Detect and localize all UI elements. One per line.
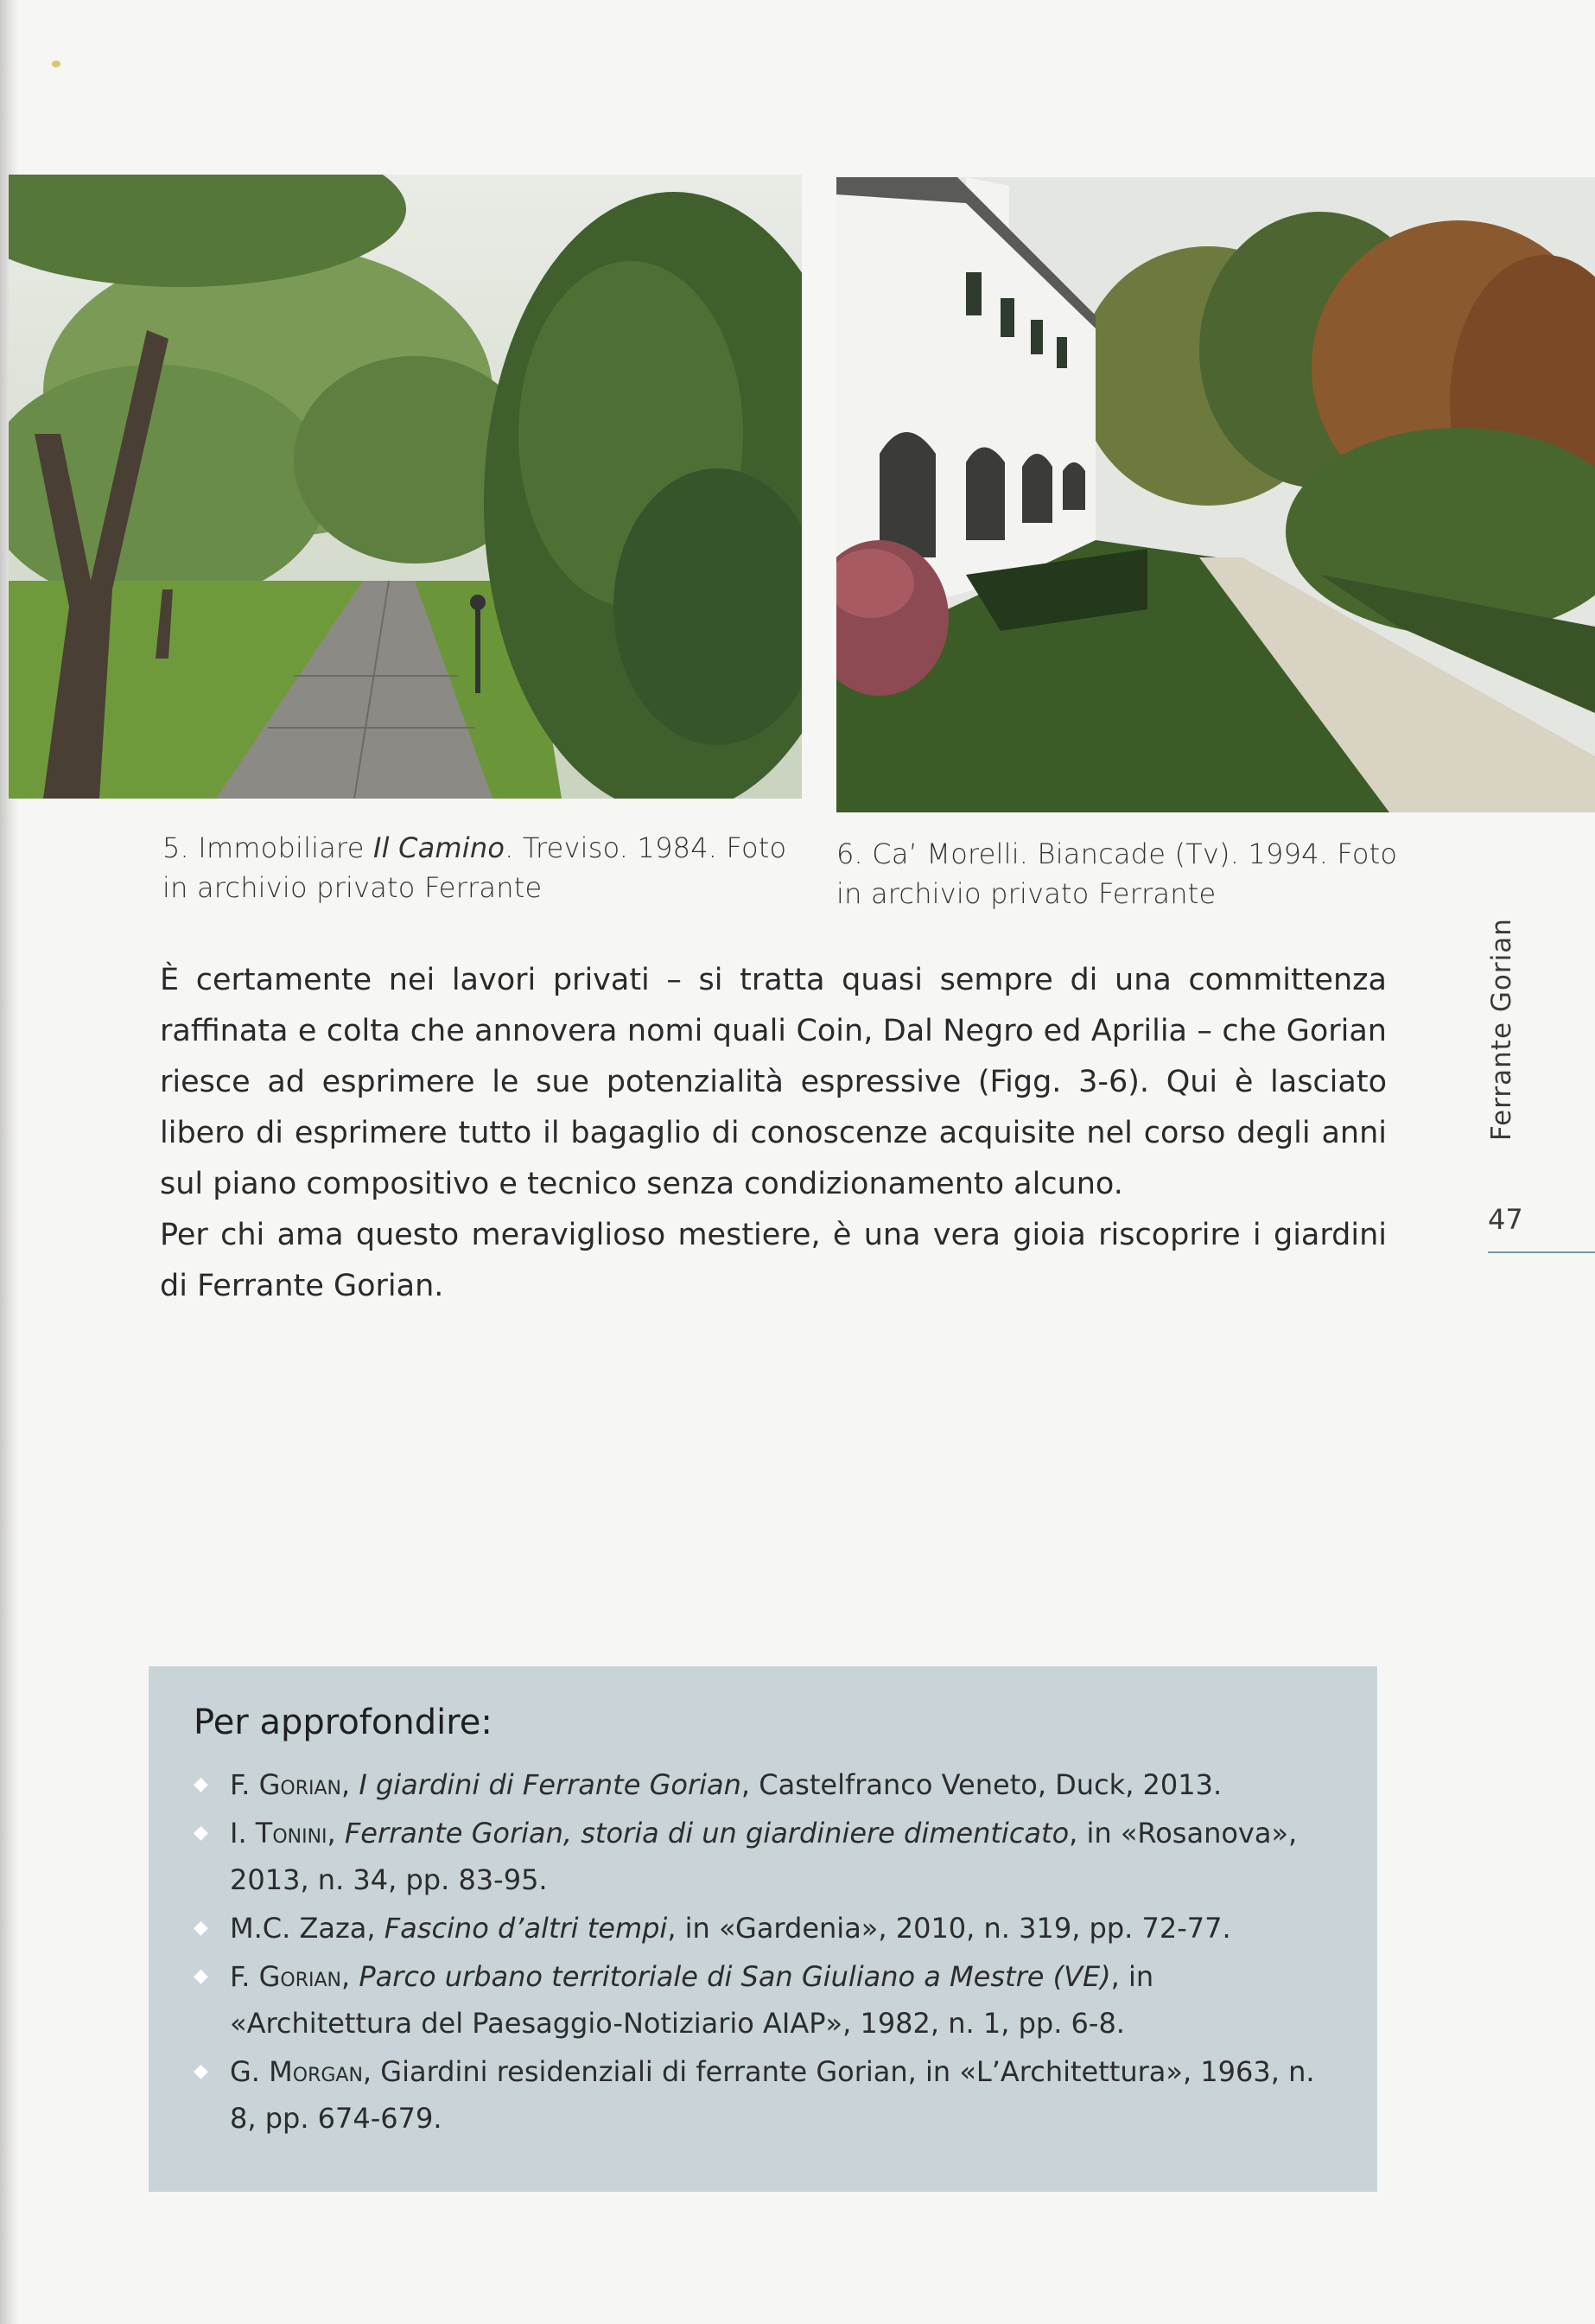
diamond-bullet-icon: ◆ (194, 1965, 208, 1987)
figure-5-caption-title: Il Camino (372, 831, 505, 864)
body-paragraph-2: Per chi ama questo meraviglioso mestiere, è una vera gioia riscoprire i giardini di Ferrante Gorian. (160, 1218, 1387, 1303)
diamond-bullet-icon: ◆ (194, 1822, 208, 1843)
reference-item (194, 1810, 1334, 1903)
body-text (160, 955, 1387, 1312)
running-head: Ferrante Gorian (1486, 918, 1517, 1141)
reference-separator: , (366, 1912, 384, 1945)
reference-separator: , (327, 1817, 345, 1850)
figure-6-photo (836, 177, 1595, 812)
further-reading-box (149, 1666, 1377, 2192)
reference-details: , Castelfranco Veneto, Duck, 2013. (740, 1768, 1223, 1801)
figure-5-caption-number: 5. Immobiliare (162, 831, 373, 864)
diamond-bullet-icon: ◆ (194, 1773, 208, 1795)
reference-item (194, 2048, 1334, 2142)
reference-title: I giardini di Ferrante Gorian (359, 1768, 741, 1801)
reference-item (194, 1953, 1334, 2047)
reference-details: , in «Architettura del Paesaggio-Notiziario AIAP», 1982, n. 1, pp. 6-8. (230, 1960, 1154, 2040)
figure-6-caption: 6. Ca’ Morelli. Biancade (Tv). 1994. Foto in archivio privato Ferrante (836, 837, 1398, 910)
body-paragraph-1: È certamente nei lavori privati – si tratta quasi sempre di una committenza raffinata e colta che annovera nomi quali Coin, Dal Negro ed Aprilia – che Gorian riesce ad esprimere le sue potenzialità espressive (Figg. 3-6). Qui è lasciato libero di esprimere tutto il bagaglio di conoscenze acquisite nel corso degli anni sul piano compositivo e tecnico senza condizionamento alcuno. (160, 963, 1387, 1201)
further-reading-title: Per approfondire: (194, 1703, 492, 1742)
reference-title: Ferrante Gorian, storia di un giardiniere dimenticato (344, 1817, 1070, 1850)
reference-author: I. Tonini (230, 1817, 327, 1850)
diamond-bullet-icon: ◆ (194, 2060, 208, 2082)
reference-details: Giardini residenziali di ferrante Gorian, in «L’Architettura», 1963, n. 8, pp. 674-679. (230, 2055, 1315, 2135)
diamond-bullet-icon: ◆ (194, 1917, 208, 1939)
page-number-rule (1488, 1251, 1595, 1253)
reference-author: M.C. Zaza (230, 1912, 367, 1945)
paper-speck (52, 60, 60, 67)
figure-5-photo (9, 175, 802, 799)
reference-author: F. Gorian (230, 1768, 342, 1801)
figure-5-caption-rest: . Treviso. 1984. Foto in archivio privato Ferrante (162, 831, 787, 904)
reference-title: Parco urbano territoriale di San Giuliano a Mestre (VE) (359, 1960, 1111, 1993)
page-number: 47 (1488, 1203, 1523, 1236)
reference-item (194, 1761, 1334, 1808)
reference-title: Fascino d’altri tempi (384, 1912, 668, 1945)
reference-author: F. Gorian (230, 1960, 342, 1993)
reference-details: , in «Gardenia», 2010, n. 319, pp. 72-77. (667, 1912, 1231, 1945)
reference-separator: , (341, 1768, 359, 1801)
figure-5-caption (162, 828, 819, 907)
reference-item (194, 1905, 1334, 1952)
reference-separator: , (362, 2055, 381, 2088)
reference-details: , in «Rosanova», 2013, n. 34, pp. 83-95. (230, 1817, 1298, 1896)
further-reading-list (194, 1761, 1334, 2142)
reference-author: G. Morgan (230, 2055, 363, 2088)
reference-separator: , (341, 1960, 359, 1993)
